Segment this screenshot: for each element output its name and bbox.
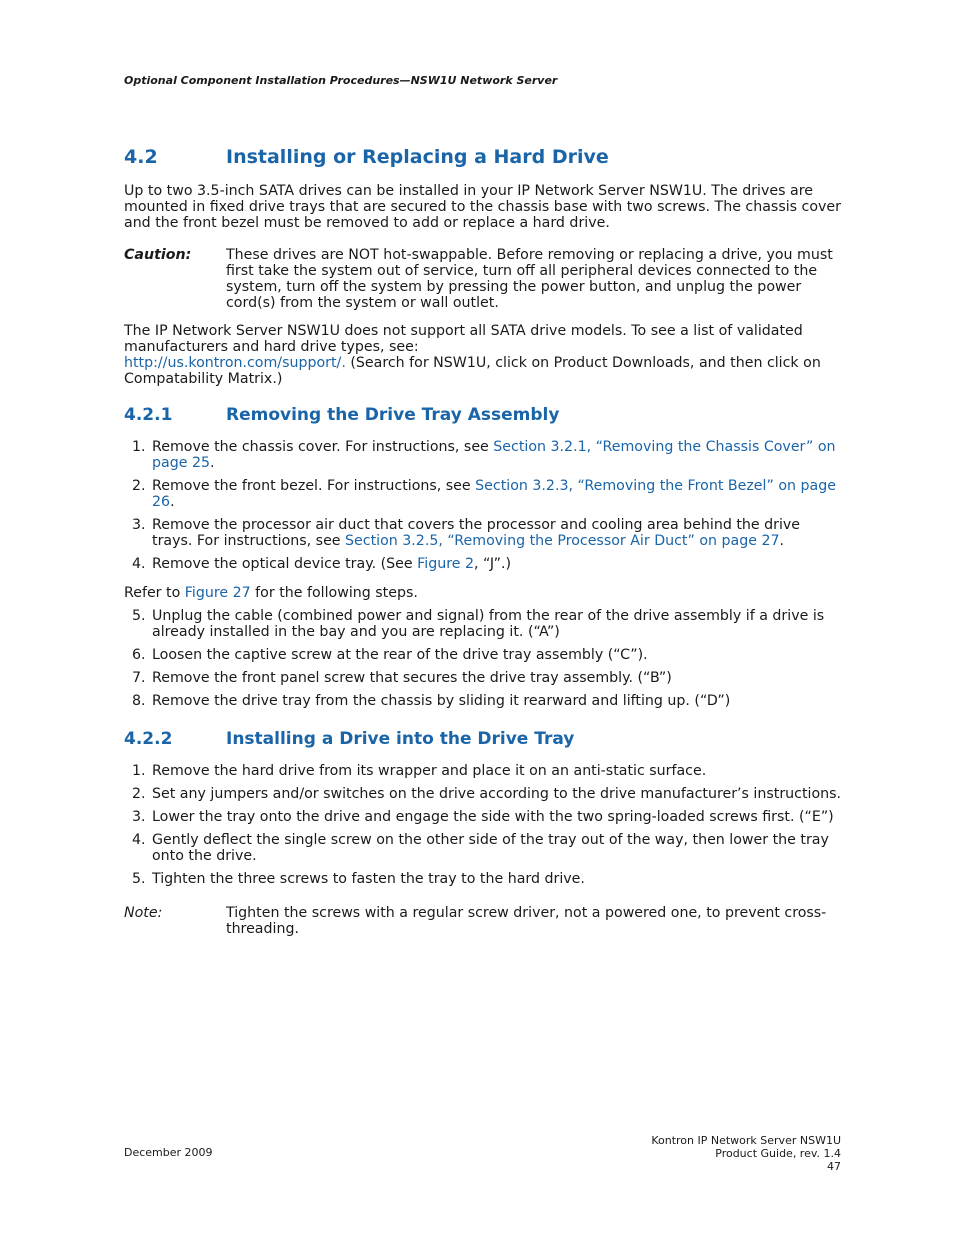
list-item	[124, 763, 844, 779]
refer-paragraph	[124, 585, 844, 601]
section-title: Removing the Drive Tray Assembly	[226, 405, 560, 425]
step-number: 7.	[132, 670, 146, 686]
caution-label: Caution:	[124, 247, 192, 263]
list-item	[124, 608, 844, 640]
footer-product: Kontron IP Network Server NSW1U	[651, 1134, 841, 1147]
step-text: Remove the optical device tray. (See	[152, 556, 418, 572]
section-heading-4-2-2	[124, 729, 574, 749]
step-number: 1.	[132, 439, 146, 455]
removal-steps-list-b	[124, 608, 844, 709]
refer-text: Refer to	[124, 585, 185, 601]
step-text: Lower the tray onto the drive and engage the side with the two spring-loaded screws first. (“E”)	[152, 809, 834, 825]
step-link[interactable]: Section 3.2.3, “Removing the Front Bezel” on page 26	[152, 478, 836, 510]
section-heading-4-2-1	[124, 405, 559, 425]
section-heading-4-2	[124, 146, 609, 168]
step-text: Remove the hard drive from its wrapper and place it on an anti-static surface.	[152, 763, 707, 779]
section-number: 4.2.1	[124, 405, 173, 425]
note-label: Note:	[124, 905, 163, 921]
step-number: 1.	[132, 763, 146, 779]
list-item	[124, 786, 844, 802]
step-link[interactable]: Figure 2	[417, 556, 474, 572]
refer-text-end: for the following steps.	[250, 585, 418, 601]
support-link[interactable]: http://us.kontron.com/support/.	[124, 355, 346, 371]
step-number: 4.	[132, 832, 146, 848]
section-number: 4.2.2	[124, 729, 173, 749]
list-item	[124, 832, 844, 864]
list-item	[124, 517, 844, 549]
support-paragraph	[124, 323, 844, 387]
step-text: Remove the front bezel. For instructions, see	[152, 478, 476, 494]
support-after: (Search for NSW1U, click on Product Downloads, and then click on Compatability Matrix.)	[124, 355, 821, 387]
step-text: Gently deflect the single screw on the other side of the tray out of the way, then lower the tray onto the drive.	[152, 832, 829, 864]
section-title: Installing or Replacing a Hard Drive	[226, 146, 609, 168]
section-title: Installing a Drive into the Drive Tray	[226, 729, 575, 749]
step-number: 2.	[132, 478, 146, 494]
list-item	[124, 693, 844, 709]
step-number: 5.	[132, 871, 146, 887]
list-item	[124, 809, 844, 825]
page-number: 47	[827, 1160, 841, 1173]
step-text: Remove the front panel screw that secures the drive tray assembly. (“B”)	[152, 670, 672, 686]
removal-steps-list-a	[124, 439, 844, 572]
step-text: Unplug the cable (combined power and signal) from the rear of the drive assembly if a drive is already installed in the bay and you are replacing it. (“A”)	[152, 608, 825, 640]
list-item	[124, 871, 844, 887]
install-steps-list	[124, 763, 844, 887]
footer-guide: Product Guide, rev. 1.4	[715, 1147, 841, 1160]
footer-product-info	[651, 1134, 841, 1173]
section-number: 4.2	[124, 146, 158, 168]
step-text-end: , “J”.)	[473, 556, 512, 572]
support-text: The IP Network Server NSW1U does not support all SATA drive models. To see a list of validated manufacturers and hard drive types, see:	[124, 323, 803, 355]
step-number: 4.	[132, 556, 146, 572]
figure-link[interactable]: Figure 27	[184, 585, 251, 601]
step-text-end: .	[210, 455, 215, 471]
step-number: 2.	[132, 786, 146, 802]
step-text: Remove the drive tray from the chassis by sliding it rearward and lifting up. (“D”)	[152, 693, 731, 709]
step-number: 3.	[132, 809, 146, 825]
step-link[interactable]: Section 3.2.1, “Removing the Chassis Cover” on page 25	[152, 439, 836, 471]
list-item	[124, 556, 844, 572]
list-item	[124, 670, 844, 686]
list-item	[124, 647, 844, 663]
caution-text: These drives are NOT hot-swappable. Before removing or replacing a drive, you must first take the system out of service, turn off all peripheral devices connected to the system, turn off the system by pressing the power button, and unplug the power cord(s) from the system or wall outlet.	[226, 247, 833, 311]
step-text: Loosen the captive screw at the rear of the drive tray assembly (“C”).	[152, 647, 648, 663]
list-item	[124, 439, 844, 471]
step-number: 5.	[132, 608, 146, 624]
step-number: 6.	[132, 647, 146, 663]
list-item	[124, 478, 844, 510]
step-text: Set any jumpers and/or switches on the drive according to the drive manufacturer’s instructions.	[152, 786, 842, 802]
step-text: Remove the chassis cover. For instructions, see	[152, 439, 494, 455]
step-text: Tighten the three screws to fasten the tray to the hard drive.	[152, 871, 585, 887]
step-text-end: .	[779, 533, 785, 549]
running-header: Optional Component Installation Procedures—NSW1U Network Server	[124, 74, 558, 87]
intro-paragraph: Up to two 3.5-inch SATA drives can be installed in your IP Network Server NSW1U. The drives are mounted in fixed drive trays that are secured to the chassis base with two screws. The chassis cover and the front bezel must be removed to add or replace a hard drive.	[124, 183, 841, 231]
step-number: 8.	[132, 693, 146, 709]
step-text: Remove the processor air duct that covers the processor and cooling area behind the drive trays. For instructions, see	[152, 517, 801, 549]
step-link[interactable]: Section 3.2.5, “Removing the Processor Air Duct” on page 27	[345, 533, 780, 549]
note-text: Tighten the screws with a regular screw driver, not a powered one, to prevent cross-threading.	[226, 905, 827, 937]
step-number: 3.	[132, 517, 146, 533]
step-text-end: .	[170, 494, 175, 510]
footer-date: December 2009	[124, 1146, 213, 1159]
